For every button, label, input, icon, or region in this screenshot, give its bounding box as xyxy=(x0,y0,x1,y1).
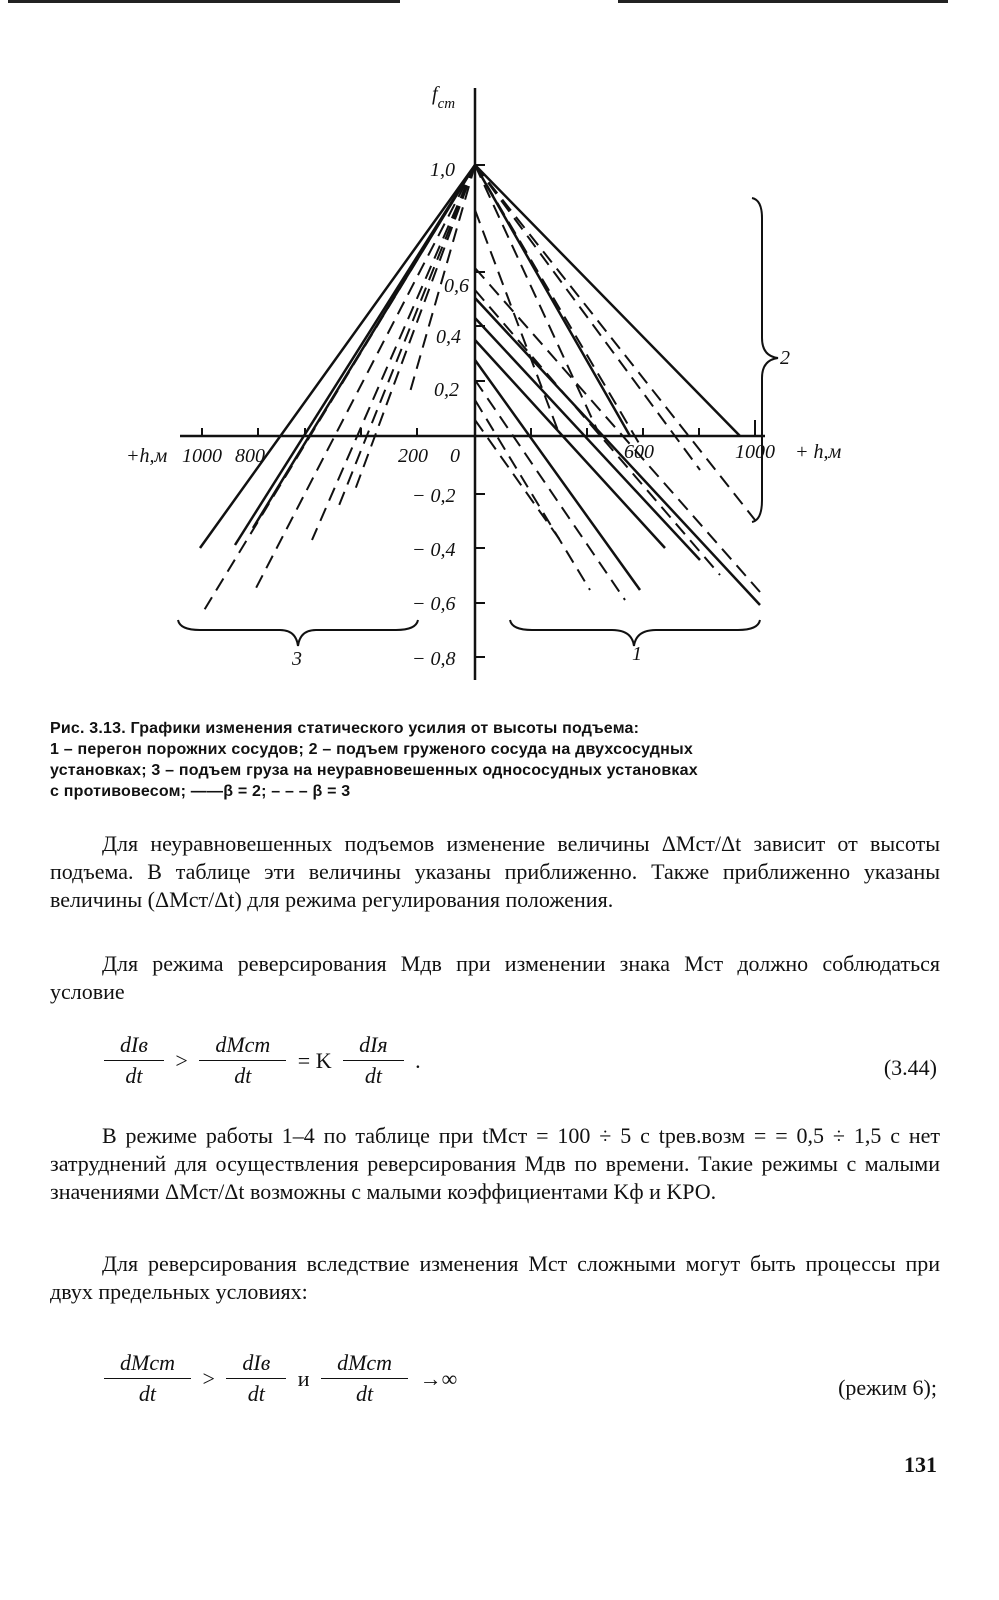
eq1-frac-3: $\frac{\text{dIя}}{dt}$ xyxy=(343,1032,404,1089)
y-axis-label: $f_{ст}$ xyxy=(432,83,456,112)
group-label-3: 3 xyxy=(292,648,302,670)
caption-title: Рис. 3.13. Графики изменения статического усилия от высоты подъема: xyxy=(50,720,640,737)
y-tick-0-6: 0,6 xyxy=(444,275,469,297)
paragraph-2: Для режима реверсирования Mдв при изменении знака Mст должно соблюдаться условие xyxy=(50,951,940,1004)
eq2-arrow: →∞ xyxy=(419,1365,458,1391)
y-tick-neg-0-4: − 0,4 xyxy=(412,539,456,561)
y-tick-neg-0-2: − 0,2 xyxy=(412,485,456,507)
eq1-frac-1: $\frac{\text{dIв}}{dt}$ xyxy=(104,1032,164,1089)
x-right-label: + h,м xyxy=(795,441,842,463)
group-label-2: 2 xyxy=(780,347,790,369)
eq2-frac-3: $\frac{\text{dMст}}{dt}$ xyxy=(321,1350,408,1407)
x-left-label: +h,м xyxy=(126,445,168,467)
force-height-diagram xyxy=(0,0,999,720)
paragraph-2-block xyxy=(50,950,940,1006)
caption-line-2: 1 – перегон порожних сосудов; 2 – подъем груженого сосуда на двухсосудных xyxy=(50,741,693,758)
x-tick-1000-left: 1000 xyxy=(182,445,222,467)
caption-line-3: установках; 3 – подъем груза на неуравновешенных однососудных установках xyxy=(50,762,698,779)
x-tick-600: 600 xyxy=(624,441,654,463)
equation-3-44 xyxy=(100,1032,423,1089)
caption-line-4: с противовесом; ——β = 2; – – – β = 3 xyxy=(50,783,351,800)
y-tick-1-0: 1,0 xyxy=(430,159,455,181)
group-label-1: 1 xyxy=(632,643,642,665)
y-tick-0-4: 0,4 xyxy=(436,326,461,348)
paragraph-1: Для неуравновешенных подъемов изменение величины ΔMст/Δt зависит от высоты подъема. В таблице эти величины указаны приближенно. Также приближенно указаны величины (ΔMст/Δt) для режима регулирования положения. xyxy=(50,831,940,912)
eq2-gt: > xyxy=(202,1365,215,1391)
paragraph-3: В режиме работы 1–4 по таблице при tMст = 100 ÷ 5 с tрев.возм = = 0,5 ÷ 1,5 с нет затруднений для осуществления реверсирования Mдв по времени. Такие режимы с малыми значениями ΔMст/Δt возможны с малыми коэффициентами Kф и KРО. xyxy=(50,1123,940,1204)
y-axis-ticks xyxy=(475,165,485,657)
eq2-frac-2: $\frac{\text{dIв}}{dt}$ xyxy=(226,1350,286,1407)
page-number: 131 xyxy=(904,1452,937,1477)
x-tick-1000-right: 1000 xyxy=(735,441,775,463)
paragraph-4-block xyxy=(50,1250,940,1306)
y-tick-0-2: 0,2 xyxy=(434,379,459,401)
x-tick-0: 0 xyxy=(450,445,460,467)
eq2-and: и xyxy=(297,1365,310,1391)
figure-caption xyxy=(50,718,950,802)
eq1-dot: . xyxy=(415,1047,421,1073)
paragraph-4: Для реверсирования вследствие изменения Mст сложными могут быть процессы при двух предельных условиях: xyxy=(50,1251,940,1304)
equation-number: (3.44) xyxy=(883,1055,937,1080)
eq1-frac-2: $\frac{\text{dMст}}{dt}$ xyxy=(199,1032,286,1089)
equation-mode-6 xyxy=(100,1350,459,1407)
y-tick-neg-0-8: − 0,8 xyxy=(412,648,456,670)
brace-group-2 xyxy=(752,198,778,522)
paragraph-1-block xyxy=(50,830,940,914)
y-tick-neg-0-6: − 0,6 xyxy=(412,593,456,615)
x-tick-800: 800 xyxy=(235,445,265,467)
paragraph-3-block xyxy=(50,1122,940,1206)
eq1-gt: > xyxy=(175,1047,188,1073)
x-tick-200: 200 xyxy=(398,445,428,467)
eq2-frac-1: $\frac{\text{dMст}}{dt}$ xyxy=(104,1350,191,1407)
brace-group-3 xyxy=(178,620,418,646)
eq1-equals-k: = K xyxy=(297,1047,332,1073)
mode-6-label: (режим 6); xyxy=(838,1375,937,1400)
